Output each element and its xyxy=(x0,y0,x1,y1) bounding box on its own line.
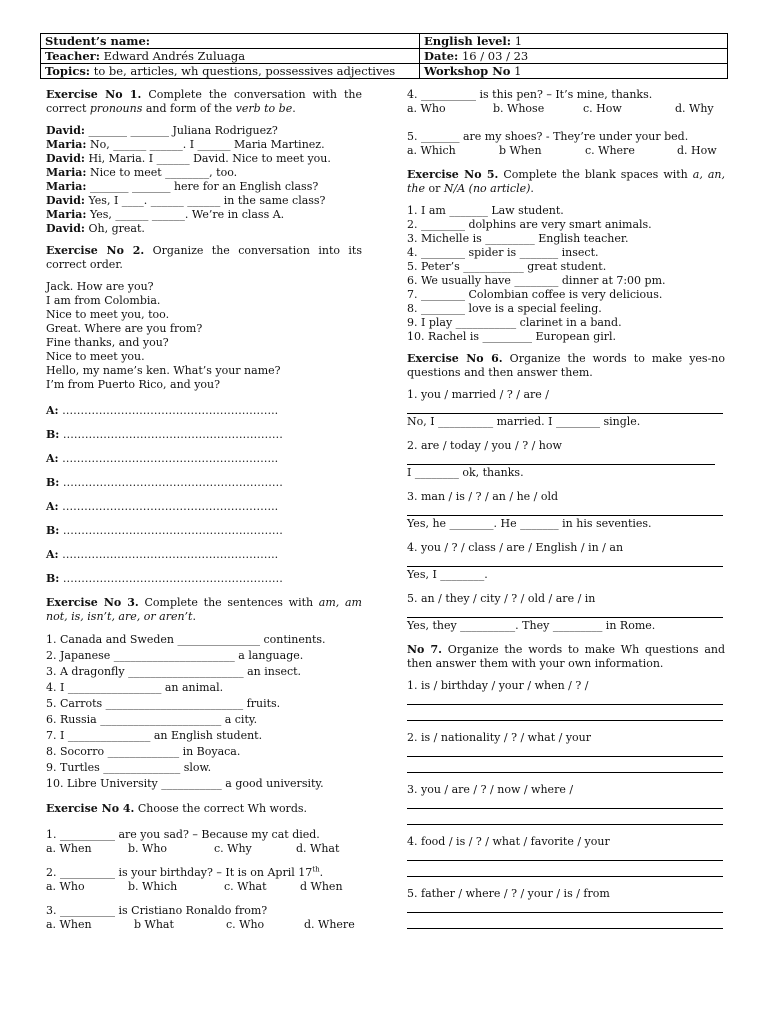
option[interactable]: a. Who xyxy=(407,102,446,115)
conversation-line: Hello, my name’s ken. What’s your name? xyxy=(46,364,281,377)
scrambled-question: 5. an / they / city / ? / old / are / in xyxy=(407,592,596,605)
answer-line[interactable] xyxy=(46,476,362,500)
answer-blank-line[interactable] xyxy=(407,761,723,773)
exercise-5 xyxy=(407,168,725,344)
dialogue-line xyxy=(46,222,362,236)
answer-blank-line[interactable] xyxy=(407,901,723,913)
article-item[interactable]: 7. ________ Colombian coffee is very delicious. xyxy=(407,288,663,301)
dialogue-text: Oh, great. xyxy=(85,222,145,235)
wh-question[interactable]: 5. _______ are my shoes? - They’re under your bed. xyxy=(407,130,689,143)
date-cell xyxy=(420,49,728,64)
dialogue-text: _______ _______ Juliana Rodriguez? xyxy=(85,124,278,137)
question-text: 2. __________ is your birthday? – It is on April 17 xyxy=(46,866,313,879)
header-table xyxy=(40,33,728,79)
dialogue-text: No, ______ ______. I ______ Maria Martinez. xyxy=(86,138,325,151)
exercise-4-instructions xyxy=(46,802,362,816)
option[interactable]: d. How xyxy=(677,144,717,157)
option[interactable]: b. Which xyxy=(128,880,178,893)
option[interactable]: c. Where xyxy=(585,144,635,157)
answer-label: A: xyxy=(46,404,59,417)
instr-text: . xyxy=(192,610,196,623)
speaker: David: xyxy=(46,152,85,165)
answer-blank-line[interactable] xyxy=(407,453,715,465)
wh-options xyxy=(407,144,725,158)
wh-item xyxy=(407,887,725,929)
instr-text: Organize the conversation into its correct order. xyxy=(46,244,362,271)
yes-no-item xyxy=(407,490,725,531)
answer-sentence[interactable]: Yes, they __________. They _________ in Rome. xyxy=(407,619,656,632)
wh-question[interactable]: 4. __________ is this pen? – It’s mine, thanks. xyxy=(407,88,653,101)
speaker: David: xyxy=(46,124,85,137)
exercise-6 xyxy=(407,352,725,633)
conversation-line: I am from Colombia. xyxy=(46,294,161,307)
answer-blank-line[interactable] xyxy=(407,849,723,861)
answer-sentence[interactable]: Yes, I ________. xyxy=(407,568,488,581)
instr-text: . xyxy=(292,102,296,115)
speaker: Maria: xyxy=(46,180,87,193)
instr-text: or xyxy=(425,182,444,195)
instr-text: Organize the words to make yes-no questions and then answer them. xyxy=(407,352,725,379)
answer-blank-line[interactable] xyxy=(407,402,723,414)
answer-sentence[interactable]: I ________ ok, thanks. xyxy=(407,466,524,479)
answer-blank-line[interactable] xyxy=(407,504,723,516)
workshop-label: Workshop No xyxy=(424,64,511,78)
answer-line[interactable] xyxy=(46,572,362,596)
answer-line[interactable] xyxy=(46,452,362,476)
answer-sentence[interactable]: No, I __________ married. I ________ single. xyxy=(407,415,641,428)
article-item[interactable]: 10. Rachel is _________ European girl. xyxy=(407,330,617,343)
workshop-cell xyxy=(420,64,728,79)
instr-italic: pronouns xyxy=(89,102,143,115)
exercise-6-title: Exercise No 6. xyxy=(407,352,503,365)
topics-cell xyxy=(41,64,420,79)
wh-item xyxy=(407,731,725,773)
scrambled-question: 2. are / today / you / ? / how xyxy=(407,439,562,452)
answer-dots: …………………………………………………… xyxy=(59,428,283,441)
dialogue-text: Nice to meet ________, too. xyxy=(86,166,238,179)
level-value: 1 xyxy=(511,34,523,48)
article-item[interactable]: 9. I play ___________ clarinet in a band. xyxy=(407,316,622,329)
exercise-7 xyxy=(407,643,725,929)
conversation-line: Jack. How are you? xyxy=(46,280,154,293)
article-item[interactable]: 4. ________ spider is _______ insect. xyxy=(407,246,599,259)
article-item[interactable]: 1. I am _______ Law student. xyxy=(407,204,564,217)
sentence-item[interactable]: 7. I _______________ an English student. xyxy=(46,729,263,742)
yes-no-item xyxy=(407,541,725,582)
dialogue-line xyxy=(46,208,362,222)
sentence-item[interactable]: 1. Canada and Sweden _______________ continents. xyxy=(46,633,326,646)
answer-label: B: xyxy=(46,572,60,585)
wh-question[interactable]: 3. __________ is Cristiano Ronaldo from? xyxy=(46,904,268,917)
wh-item xyxy=(407,783,725,825)
option[interactable]: c. What xyxy=(224,880,267,893)
exercise-4-part-2 xyxy=(407,88,725,158)
topics-label: Topics: xyxy=(45,64,91,78)
wh-item xyxy=(407,835,725,877)
date-value: 16 / 03 / 23 xyxy=(458,49,529,63)
wh-options xyxy=(46,918,362,932)
sentence-item[interactable]: 2. Japanese ______________________ a language. xyxy=(46,649,304,662)
exercise-5-title: Exercise No 5. xyxy=(407,168,499,181)
article-item[interactable]: 5. Peter’s ___________ great student. xyxy=(407,260,607,273)
article-item[interactable]: 6. We usually have ________ dinner at 7:00 pm. xyxy=(407,274,666,287)
answer-dots: ………………………………………………….. xyxy=(58,500,279,513)
scrambled-question: 2. is / nationality / ? / what / your xyxy=(407,731,592,744)
answer-dots: ………………………………………………….. xyxy=(58,452,279,465)
dialogue-text: Yes, I ____. ______ ______ in the same class? xyxy=(85,194,326,207)
scrambled-question: 3. you / are / ? / now / where / xyxy=(407,783,574,796)
teacher-value: Edward Andrés Zuluaga xyxy=(100,49,246,63)
student-name-cell xyxy=(41,34,420,49)
answer-label: A: xyxy=(46,452,59,465)
answer-line[interactable] xyxy=(46,524,362,548)
left-column xyxy=(46,88,362,932)
level-label: English level: xyxy=(424,34,512,48)
option[interactable]: b. Who xyxy=(128,842,168,855)
sentence-item[interactable]: 4. I _________________ an animal. xyxy=(46,681,224,694)
option[interactable]: d. What xyxy=(296,842,340,855)
dialogue-text: _______ _______ here for an English class? xyxy=(86,180,319,193)
exercise-6-instructions xyxy=(407,352,725,380)
exercise-3 xyxy=(46,596,362,792)
speaker: Maria: xyxy=(46,138,87,151)
sentence-item[interactable]: 3. A dragonfly _____________________ an insect. xyxy=(46,665,302,678)
answer-dots: ………………………………………………….. xyxy=(58,548,279,561)
instr-text: Choose the correct Wh words. xyxy=(134,802,308,815)
dialogue-line xyxy=(46,194,362,208)
dialogue-text: Hi, Maria. I ______ David. Nice to meet you. xyxy=(85,152,331,165)
instr-text: Complete the sentences with xyxy=(138,596,319,609)
article-item[interactable]: 8. ________ love is a special feeling. xyxy=(407,302,602,315)
dialogue-line xyxy=(46,124,362,138)
option[interactable]: c. How xyxy=(583,102,622,115)
teacher-label: Teacher: xyxy=(45,49,100,63)
answer-blank-line[interactable] xyxy=(407,813,723,825)
instr-text: Complete the blank spaces with xyxy=(498,168,693,181)
answer-blank-line[interactable] xyxy=(407,865,723,877)
scrambled-question: 1. you / married / ? / are / xyxy=(407,388,550,401)
answer-label: B: xyxy=(46,428,60,441)
exercise-1 xyxy=(46,88,362,236)
answer-blank-line[interactable] xyxy=(407,917,723,929)
question-text: . xyxy=(319,866,324,879)
answer-line[interactable] xyxy=(46,404,362,428)
answer-dots: …………………………………………………… xyxy=(59,524,283,537)
instr-text: . xyxy=(530,182,534,195)
option[interactable]: a. Who xyxy=(46,880,85,893)
answer-line[interactable] xyxy=(46,428,362,452)
exercise-1-instructions xyxy=(46,88,362,116)
exercise-7-title: No 7. xyxy=(407,643,443,656)
option[interactable]: b What xyxy=(134,918,174,931)
speaker: Maria: xyxy=(46,166,87,179)
scrambled-question: 4. you / ? / class / are / English / in / an xyxy=(407,541,624,554)
exercise-5-instructions xyxy=(407,168,725,196)
answer-line[interactable] xyxy=(46,548,362,572)
right-column xyxy=(407,88,725,939)
exercise-2-instructions xyxy=(46,244,362,272)
option[interactable]: b. Whose xyxy=(493,102,545,115)
conversation-line: Great. Where are you from? xyxy=(46,322,203,335)
answer-label: A: xyxy=(46,548,59,561)
answer-label: A: xyxy=(46,500,59,513)
exercise-1-title: Exercise No 1. xyxy=(46,88,142,101)
conversation-line: Fine thanks, and you? xyxy=(46,336,169,349)
sentence-item[interactable]: 6. Russia ______________________ a city. xyxy=(46,713,258,726)
exercise-4-title: Exercise No 4. xyxy=(46,802,135,815)
speaker: David: xyxy=(46,194,85,207)
scrambled-question: 5. father / where / ? / your / is / from xyxy=(407,887,610,900)
dialogue-line xyxy=(46,166,362,180)
exercise-2-title: Exercise No 2. xyxy=(46,244,145,257)
instr-italic: verb to be xyxy=(235,102,293,115)
speaker: Maria: xyxy=(46,208,87,221)
scrambled-question: 3. man / is / ? / an / he / old xyxy=(407,490,559,503)
scrambled-question: 1. is / birthday / your / when / ? / xyxy=(407,679,589,692)
yes-no-item xyxy=(407,439,725,480)
conversation-line: I’m from Puerto Rico, and you? xyxy=(46,378,221,391)
answer-line[interactable] xyxy=(46,500,362,524)
wh-options xyxy=(46,880,362,894)
wh-question[interactable]: 1. __________ are you sad? – Because my cat died. xyxy=(46,828,320,841)
answer-label: B: xyxy=(46,476,60,489)
instr-italic: N/A (no article) xyxy=(443,182,531,195)
answer-label: B: xyxy=(46,524,60,537)
superscript: th xyxy=(312,865,320,874)
option[interactable]: b When xyxy=(499,144,542,157)
option[interactable]: a. Which xyxy=(407,144,456,157)
exercise-4-part-1 xyxy=(46,802,362,932)
answer-dots: ………………………………………………….. xyxy=(58,404,279,417)
dialogue-line xyxy=(46,152,362,166)
option[interactable]: d When xyxy=(300,880,343,893)
answer-blank-line[interactable] xyxy=(407,606,723,618)
option[interactable]: d. Where xyxy=(304,918,355,931)
conversation-line: Nice to meet you. xyxy=(46,350,145,363)
english-level-cell xyxy=(420,34,728,49)
exercise-2 xyxy=(46,244,362,596)
speaker: David: xyxy=(46,222,85,235)
date-label: Date: xyxy=(424,49,459,63)
teacher-cell xyxy=(41,49,420,64)
exercise-3-title: Exercise No 3. xyxy=(46,596,139,609)
instr-text: and form of the xyxy=(142,102,236,115)
option[interactable]: c. Why xyxy=(214,842,252,855)
wh-options xyxy=(407,102,725,116)
sentence-item[interactable]: 9. Turtles ______________ slow. xyxy=(46,761,212,774)
sentence-item[interactable]: 8. Socorro _____________ in Boyaca. xyxy=(46,745,241,758)
conversation-line: Nice to meet you, too. xyxy=(46,308,170,321)
instr-italic: a, an, the xyxy=(407,168,725,195)
instr-italic: am, am not, is, isn’t, are, or aren’t xyxy=(46,596,362,623)
dialogue-line xyxy=(46,138,362,152)
answer-dots: …………………………………………………… xyxy=(59,572,283,585)
option[interactable]: d. Why xyxy=(675,102,714,115)
dialogue-line xyxy=(46,180,362,194)
instr-text: Organize the words to make Wh questions and then answer them with your own information. xyxy=(407,643,725,670)
yes-no-item xyxy=(407,592,725,633)
instr-text: Complete the conversation with the correct xyxy=(46,88,363,115)
exercise-7-instructions xyxy=(407,643,725,671)
answer-blank-line[interactable] xyxy=(407,745,723,757)
option[interactable]: c. Who xyxy=(226,918,265,931)
scrambled-question: 4. food / is / ? / what / favorite / your xyxy=(407,835,610,848)
answer-blank-line[interactable] xyxy=(407,693,723,705)
answer-blank-line[interactable] xyxy=(407,709,723,721)
yes-no-item xyxy=(407,388,725,429)
option[interactable]: a. When xyxy=(46,842,92,855)
workshop-value: 1 xyxy=(510,64,522,78)
answer-dots: …………………………………………………… xyxy=(59,476,283,489)
exercise-3-instructions xyxy=(46,596,362,624)
student-label: Student’s name: xyxy=(45,34,151,48)
answer-sentence[interactable]: Yes, he ________. He _______ in his seventies. xyxy=(407,517,652,530)
wh-question[interactable] xyxy=(46,866,362,880)
article-item[interactable]: 2. ________ dolphins are very smart animals. xyxy=(407,218,652,231)
wh-item xyxy=(407,679,725,721)
dialogue-text: Yes, ______ ______. We’re in class A. xyxy=(86,208,285,221)
option[interactable]: a. When xyxy=(46,918,92,931)
article-item[interactable]: 3. Michelle is _________ English teacher. xyxy=(407,232,629,245)
sentence-item[interactable]: 10. Libre University ___________ a good university. xyxy=(46,777,324,790)
answer-blank-line[interactable] xyxy=(407,797,723,809)
wh-options xyxy=(46,842,362,856)
sentence-item[interactable]: 5. Carrots _________________________ fruits. xyxy=(46,697,281,710)
answer-blank-line[interactable] xyxy=(407,555,723,567)
topics-value: to be, articles, wh questions, possessives adjectives xyxy=(90,64,396,78)
